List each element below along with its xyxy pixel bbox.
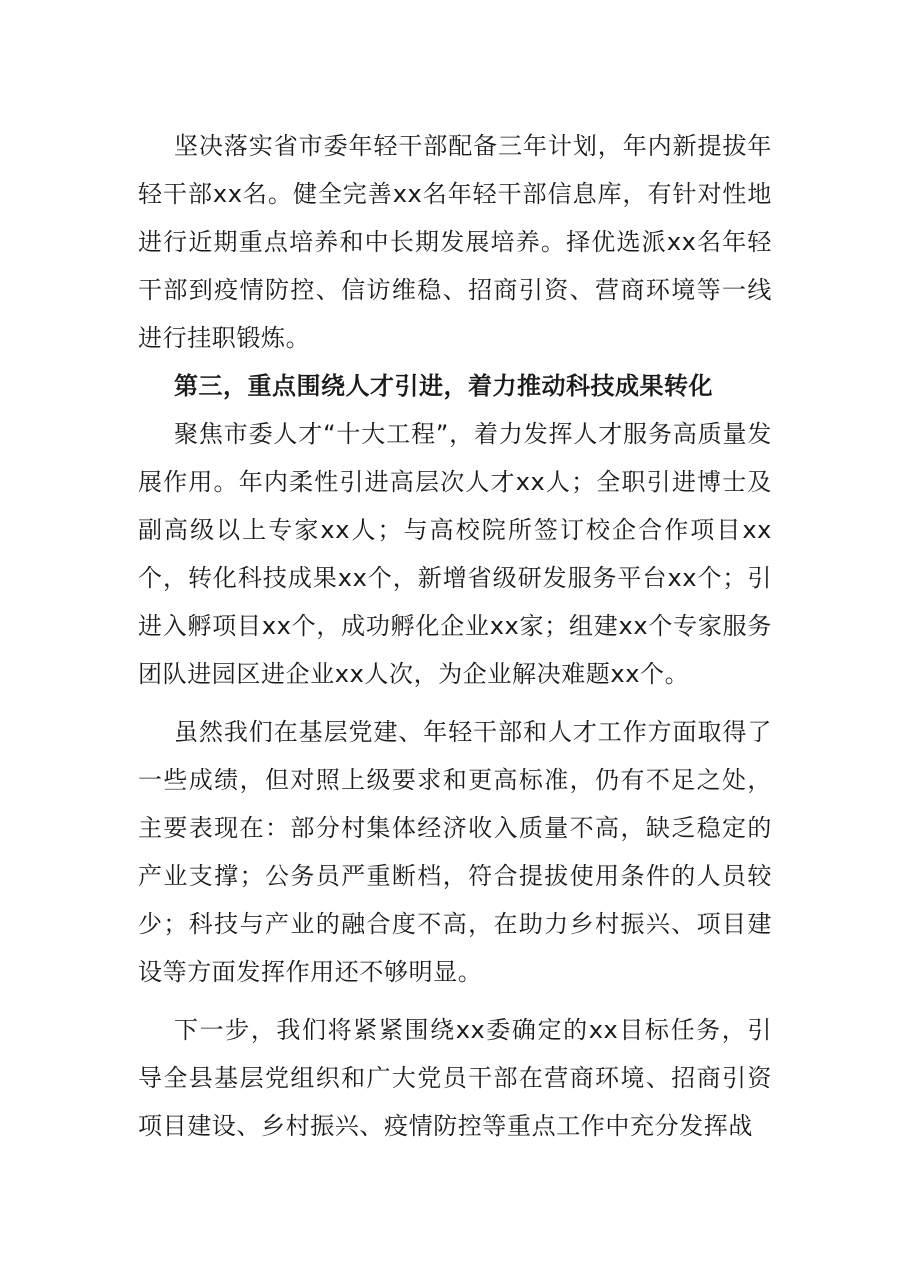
paragraph-young-cadres: 坚决落实省市委年轻干部配备三年计划，年内新提拔年轻干部xx名。健全完善xx名年轻干部信息库，有针对性地进行近期重点培养和中长期发展培养。择优选派xx名年轻干部到疫情防控、信访维稳、招商引资、营商环境等一线进行挂职锻炼。 [138,132,772,352]
document-body [138,122,772,1150]
paragraph-next-steps: 下一步，我们将紧紧围绕xx委确定的xx目标任务，引导全县基层党组织和广大党员干部在营商环境、招商引资项目建设、乡村振兴、疫情防控等重点工作中充分发挥战 [138,1016,772,1140]
paragraph-talent-introduction: 聚焦市委人才“十大工程”，着力发挥人才服务高质量发展作用。年内柔性引进高层次人才xx人；全职引进博士及副高级以上专家xx人；与高校院所签订校企合作项目xx个，转化科技成果xx个，新增省级研发服务平台xx个；引进入孵项目xx个，成功孵化企业xx家；组建xx个专家服务团队进园区进企业xx人次，为企业解决难题xx个。 [138,420,772,688]
paragraph-shortcomings: 虽然我们在基层党建、年轻干部和人才工作方面取得了一些成绩，但对照上级要求和更高标准，仍有不足之处，主要表现在：部分村集体经济收入质量不高，缺乏稳定的产业支撑；公务员严重断档，符合提拔使用条件的人员较少；科技与产业的融合度不高，在助力乡村振兴、项目建设等方面发挥作用还不够明显。 [138,718,772,986]
section-heading-talent: 第三，重点围绕人才引进，着力推动科技成果转化 [174,372,713,400]
